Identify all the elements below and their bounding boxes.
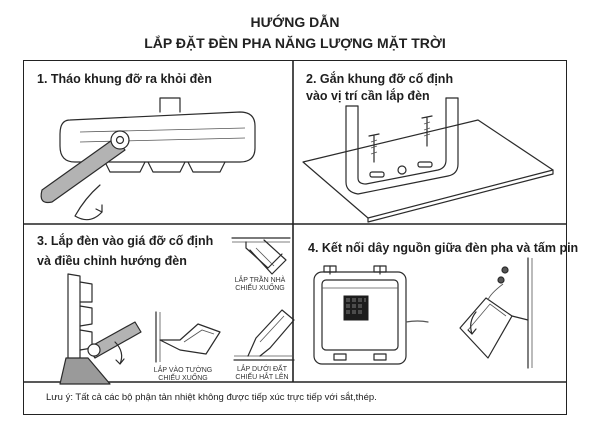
step-1-caption: 1. Tháo khung đỡ ra khỏi đèn	[37, 72, 212, 86]
guide-subtitle: LẮP ĐẶT ĐÈN PHA NĂNG LƯỢNG MẶT TRỜI	[144, 35, 446, 51]
step-2-illustration	[298, 100, 558, 220]
floor-label-line2: CHIẾU HẮT LÊN	[235, 374, 289, 381]
step-4-caption: 4. Kết nối dây nguồn giữa đèn pha và tấm pin	[308, 241, 579, 255]
floor-label-line1: LẮP DƯỚI ĐẤT	[237, 366, 287, 373]
wall-mount-illustration	[150, 312, 230, 367]
wall-label-line2: CHIẾU XUỐNG	[158, 375, 208, 382]
floor-mount-illustration	[230, 304, 300, 364]
footer-note: Lưu ý: Tất cả các bộ phận tản nhiệt không được tiếp xúc trực tiếp với sắt,thép.	[46, 392, 377, 403]
step-2-caption-line2: vào vị trí cần lắp đèn	[306, 89, 430, 103]
step-1-illustration	[30, 90, 280, 220]
step-4-illustration	[300, 258, 560, 383]
wall-label-line1: LẮP VÀO TƯỜNG	[153, 367, 213, 374]
ceiling-mount-illustration	[228, 234, 298, 280]
guide-title: HƯỚNG DẪN	[250, 14, 340, 30]
step-3-caption-line1: 3. Lắp đèn vào giá đỡ cố định	[37, 234, 214, 248]
step-3-main-illustration	[40, 272, 150, 382]
ceiling-label-line1: LẮP TRẦN NHÀ	[234, 277, 286, 284]
step-3-caption-line2: và điều chỉnh hướng đèn	[37, 254, 187, 268]
ceiling-label-line2: CHIẾU XUỐNG	[235, 285, 285, 292]
step-2-caption-line1: 2. Gắn khung đỡ cố định	[306, 72, 454, 86]
